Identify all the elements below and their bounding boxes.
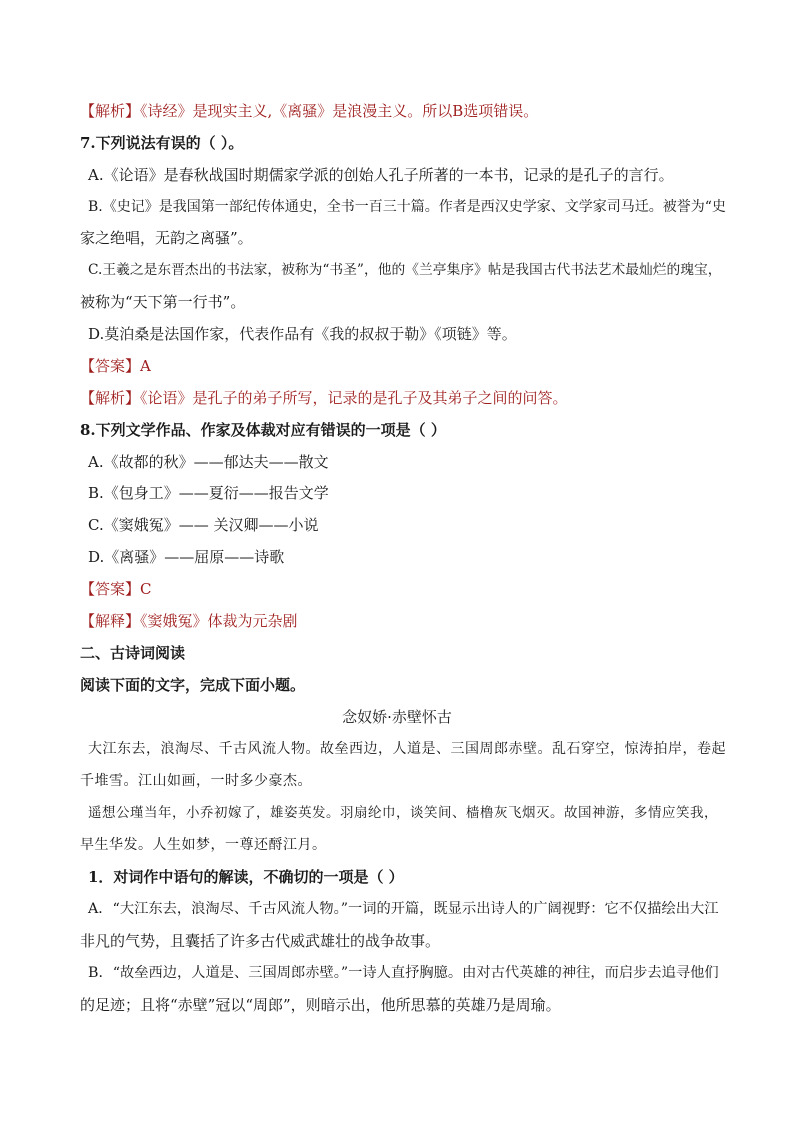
reading-instruction: 阅读下面的文字，完成下面小题。 <box>80 676 306 694</box>
q7-answer: 【答案】A <box>80 357 151 375</box>
sub-option-a-line2: 非凡的气势，且囊括了许多古代威武雄壮的战争故事。 <box>80 932 441 950</box>
q7-analysis: 【解析】《论语》是孔子的弟子所写，记录的是孔子及其弟子之间的问答。 <box>80 389 568 407</box>
sub-question-1: 1．对词作中语句的解读，不确切的一项是（ ） <box>88 868 404 886</box>
analysis-previous: 【解析】《诗经》是现实主义,《离骚》是浪漫主义。所以B选项错误。 <box>80 102 539 120</box>
question-7: 7.下列说法有误的（ ）。 <box>80 134 244 152</box>
q7-option-b-line2: 家之绝唱，无韵之离骚”。 <box>80 229 253 247</box>
poem-line-3: 遥想公瑾当年，小乔初嫁了，雄姿英发。羽扇纶巾，谈笑间、樯橹灰飞烟灭。故国神游，多情应笑我， <box>88 805 718 821</box>
poem-line-1: 大江东去，浪淘尽、千古风流人物。故垒西边，人道是、三国周郎赤壁。乱石穿空，惊涛拍岸，卷起 <box>88 741 726 757</box>
q8-option-c: C.《窦娥冤》—— 关汉卿——小说 <box>88 516 319 534</box>
q8-analysis: 【解释】《窦娥冤》体裁为元杂剧 <box>80 612 298 630</box>
sub-option-b-line1: B．“故垒西边，人道是、三国周郎赤壁。”一诗人直抒胸臆。由对古代英雄的神往，而启步去追寻他们 <box>88 965 719 981</box>
section-heading: 二、古诗词阅读 <box>80 644 186 662</box>
q8-option-d: D.《离骚》——屈原——诗歌 <box>88 548 285 566</box>
poem-title: 念奴娇·赤壁怀古 <box>342 708 452 726</box>
q8-answer: 【答案】C <box>80 580 152 598</box>
q8-option-b: B.《包身工》——夏衍——报告文学 <box>88 484 329 502</box>
q7-option-c-line1: C.王羲之是东晋杰出的书法家，被称为“书圣”，他的《兰亭集序》帖是我国古代书法艺术最灿烂的瑰宝， <box>88 262 722 278</box>
q7-option-c-line2: 被称为“天下第一行书”。 <box>80 293 246 311</box>
q7-option-b-line1: B.《史记》是我国第一部纪传体通史，全书一百三十篇。作者是西汉史学家、文学家司马迁。被誉为“史 <box>88 199 726 215</box>
sub-option-a-line1: A．“大江东去，浪淘尽、千古风流人物。”一词的开篇，既显示出诗人的广阔视野：它不仅描绘出大江 <box>88 901 719 917</box>
poem-line-2: 千堆雪。江山如画，一时多少豪杰。 <box>80 773 312 789</box>
q8-option-a: A.《故都的秋》——郁达夫——散文 <box>88 453 329 471</box>
sub-option-b-line2: 的足迹；且将“赤壁”冠以“周郎”，则暗示出，他所思慕的英雄乃是周瑜。 <box>80 996 561 1014</box>
question-8: 8.下列文学作品、作家及体裁对应有错误的一项是（ ） <box>80 421 446 439</box>
poem-line-4: 早生华发。人生如梦，一尊还酹江月。 <box>80 837 327 853</box>
q7-option-d: D.莫泊桑是法国作家，代表作品有《我的叔叔于勒》《项链》等。 <box>88 325 517 343</box>
q7-option-a: A.《论语》是春秋战国时期儒家学派的创始人孔子所著的一本书，记录的是孔子的言行。 <box>88 166 674 184</box>
